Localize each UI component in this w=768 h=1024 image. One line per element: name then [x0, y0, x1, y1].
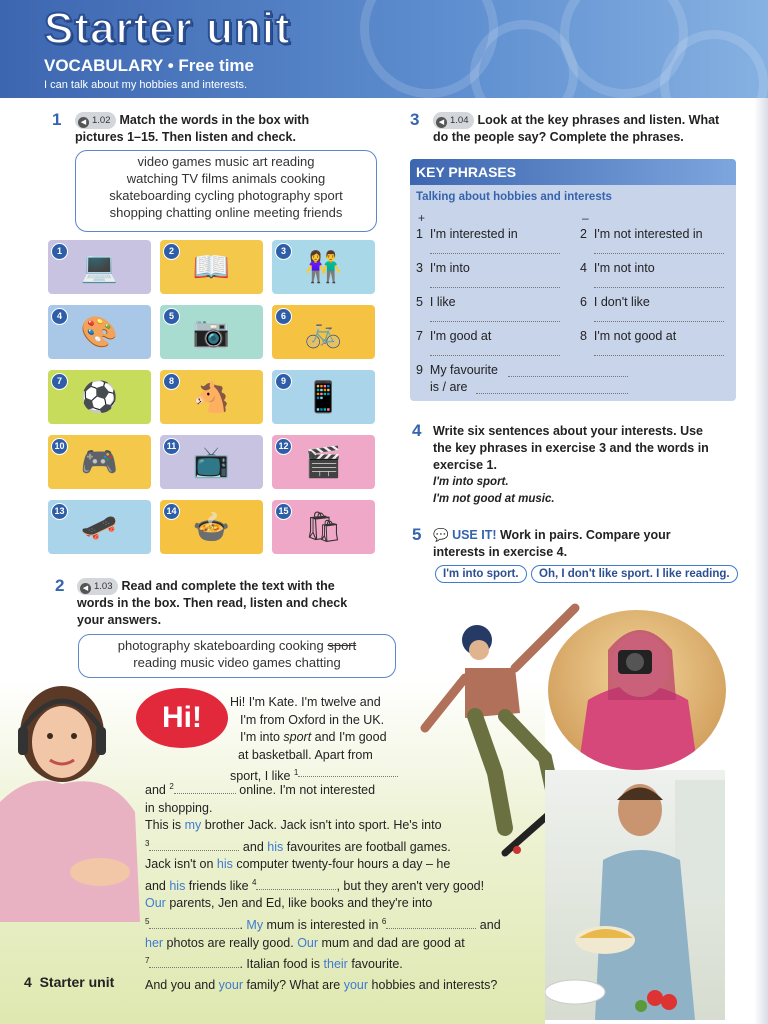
key-phrase-number: 9: [416, 363, 423, 377]
reading-span: parents, Jen and Ed, like books and they're into: [165, 896, 433, 911]
exercise-3-number: 3: [410, 110, 420, 129]
word-box-words: photography skateboarding cooking: [117, 638, 324, 653]
instruction-text: Work in pairs. Compare your: [496, 528, 671, 542]
answer-gap-6[interactable]: [386, 928, 476, 929]
picture-tile[interactable]: [272, 500, 375, 554]
example-sentence: I'm not good at music.: [433, 493, 555, 505]
word-box-line: video games music art reading: [137, 154, 315, 169]
reading-span: This is: [145, 818, 185, 833]
possessive-word: his: [267, 839, 284, 854]
answer-line[interactable]: [594, 355, 724, 356]
palette-icon: 🎨: [80, 315, 119, 349]
audio-track-number: 1.02: [92, 115, 111, 126]
exercise-2-number: 2: [55, 576, 65, 595]
word-box-line: skateboarding cycling photography sport: [109, 188, 343, 203]
gap-number: 3: [145, 838, 150, 848]
speech-icon: 💬: [433, 528, 449, 542]
exercise-1-instruction: [75, 112, 375, 146]
instruction-text: pictures 1–15. Then listen and check.: [75, 130, 296, 144]
instruction-text: Read and complete the text with the: [121, 579, 335, 593]
answer-line[interactable]: [430, 287, 560, 288]
key-phrase-number: 2: [580, 227, 587, 241]
friends-icon: 👫: [304, 250, 343, 284]
possessive-word: his: [169, 878, 186, 893]
reading-span: photos are really good.: [163, 935, 298, 950]
gap-number: 6: [381, 916, 387, 926]
picture-tile[interactable]: [48, 240, 151, 294]
answer-line[interactable]: [430, 321, 560, 322]
speaker-icon: ◀: [78, 117, 89, 128]
possessive-word: her: [145, 935, 164, 950]
picture-tile[interactable]: [48, 370, 151, 424]
word-box-exercise-1: [75, 150, 377, 232]
page-number: 4: [24, 974, 32, 990]
picture-tile[interactable]: [160, 240, 263, 294]
picture-number: 12: [275, 438, 292, 455]
word-box-line: shopping chatting online meeting friends: [109, 205, 343, 220]
key-phrase-number: 5: [416, 295, 423, 309]
key-phrase-number: 3: [416, 261, 423, 275]
possessive-word: his: [216, 857, 233, 872]
example-answer: sport: [283, 730, 312, 744]
key-phrase-text: I like: [429, 295, 456, 309]
word-box-line: [85, 637, 389, 654]
key-phrase-7: [416, 329, 491, 343]
reading-span: and: [239, 839, 268, 854]
speaker-icon: ◀: [436, 117, 447, 128]
reading-span: mum is interested in: [263, 918, 382, 933]
picture-number: 15: [275, 503, 292, 520]
key-phrase-8: [580, 329, 676, 343]
key-phrase-9: [416, 363, 498, 377]
picture-tile[interactable]: [48, 305, 151, 359]
answer-line[interactable]: [594, 287, 724, 288]
exercise-5-instruction: [433, 527, 743, 561]
possessive-word: My: [246, 918, 264, 933]
speech-bubble-2: Oh, I don't like sport. I like reading.: [531, 565, 738, 583]
gap-number: 5: [145, 916, 150, 926]
instruction-text: words in the box. Then read, listen and check: [77, 596, 348, 610]
picture-tile[interactable]: [272, 240, 375, 294]
key-phrase-number: 4: [580, 261, 587, 275]
key-phrase-number: 7: [416, 329, 423, 343]
key-phrase-1: [416, 227, 518, 241]
key-phrase-4: [580, 261, 655, 275]
girl-with-headphones-icon: [0, 672, 140, 922]
exercise-1-number: 1: [52, 110, 62, 129]
picture-number: 11: [163, 438, 180, 455]
reading-span: . Italian food is: [239, 957, 324, 972]
key-phrase-text: is / are: [430, 380, 468, 394]
possessive-word: your: [343, 977, 369, 992]
reading-span: and: [476, 918, 501, 933]
reading-line: [145, 913, 540, 935]
instruction-text: Match the words in the box with: [119, 113, 310, 127]
footer-unit-name: Starter unit: [39, 974, 115, 990]
exercise-5-number: 5: [412, 525, 422, 544]
ball-racket-icon: ⚽: [80, 380, 119, 414]
key-phrase-number: 8: [580, 329, 587, 343]
key-phrase-text: I'm into: [429, 261, 470, 275]
possessive-word: my: [184, 818, 202, 833]
reading-span: family? What are: [243, 977, 344, 992]
answer-line[interactable]: [430, 355, 560, 356]
exercise-4-number: 4: [412, 421, 422, 440]
picture-tile[interactable]: [272, 305, 375, 359]
reading-line: in shopping.: [145, 800, 213, 815]
instruction-text: Look at the key phrases and listen. What: [477, 113, 720, 127]
exercise-3-instruction: [433, 112, 743, 146]
gap-number: 1: [293, 768, 299, 777]
picture-tile[interactable]: [160, 435, 263, 489]
camera-icon: 📷: [192, 315, 231, 349]
page-footer: [24, 974, 114, 990]
key-phrases-box: [410, 159, 736, 401]
reading-span: favourite.: [347, 957, 403, 972]
reading-span: , but they aren't very good!: [336, 878, 485, 893]
instruction-text: [433, 527, 743, 544]
key-phrase-text: I'm not good at: [593, 329, 677, 343]
picture-number: 6: [275, 308, 292, 325]
bicycle-icon: 🚲: [304, 315, 343, 349]
book-icon: 📖: [192, 250, 231, 284]
picture-number: 7: [51, 373, 68, 390]
possessive-word: Our: [297, 935, 319, 950]
key-phrases-title: KEY PHRASES: [410, 159, 736, 185]
picture-number: 14: [163, 503, 180, 520]
picture-tile[interactable]: [272, 370, 375, 424]
reading-span: computer twenty-four hours a day – he: [232, 857, 451, 872]
word-box-line: watching TV films animals cooking: [126, 171, 326, 186]
reading-span: .: [239, 918, 247, 933]
key-phrase-text: I'm not into: [593, 261, 655, 275]
reading-line: I'm from Oxford in the UK.: [240, 712, 385, 727]
answer-line[interactable]: [476, 393, 628, 394]
key-phrase-text: I'm good at: [429, 329, 492, 343]
audio-track-number: 1.04: [450, 115, 469, 126]
instruction-text: Write six sentences about your interests. Use: [433, 424, 704, 438]
reading-line: [145, 977, 540, 995]
positive-column-sign: +: [418, 211, 426, 225]
struck-example-word: sport: [327, 638, 357, 653]
answer-line[interactable]: [508, 376, 628, 377]
answer-gap-7[interactable]: [149, 967, 239, 968]
key-phrase-6: [580, 295, 650, 309]
gap-number: 4: [252, 877, 257, 887]
possessive-word: Our: [145, 896, 166, 911]
reading-span: sport, I like: [230, 769, 294, 784]
answer-gap-4[interactable]: [256, 889, 336, 890]
picture-number: 8: [163, 373, 180, 390]
reading-line: [145, 952, 540, 974]
reading-span: Jack isn't on: [145, 857, 217, 872]
gap-number: 2: [169, 782, 174, 791]
picture-number: 13: [51, 503, 68, 520]
use-it-label: USE IT!: [452, 528, 497, 542]
shopping-bags-icon: 🛍: [304, 510, 343, 544]
answer-gap-3[interactable]: [149, 850, 239, 851]
reading-line: at basketball. Apart from: [238, 747, 373, 762]
audio-track-number: 1.03: [94, 581, 113, 592]
word-box-line: reading music video games chatting: [133, 655, 341, 670]
key-phrase-text: I'm not interested in: [593, 227, 703, 241]
answer-gap-1[interactable]: [298, 776, 398, 777]
exercise-2-instruction: [77, 578, 377, 629]
page-edge: [754, 98, 768, 1024]
key-phrase-number: 6: [580, 295, 587, 309]
tv-icon: 📺: [192, 445, 231, 479]
possessive-word: their: [323, 957, 348, 972]
key-phrase-5: [416, 295, 456, 309]
reading-span: brother Jack. Jack isn't into sport. He's into: [201, 818, 442, 833]
instruction-text: interests in exercise 4.: [433, 545, 568, 559]
picture-number: 5: [163, 308, 180, 325]
picture-tile[interactable]: [272, 435, 375, 489]
picture-number: 3: [275, 243, 292, 260]
laptop-icon: 💻: [80, 250, 119, 284]
reading-span: online. I'm not interested: [235, 783, 376, 798]
gamepad-icon: 🎮: [80, 445, 119, 479]
answer-gap-5[interactable]: [149, 928, 239, 929]
instruction-text: exercise 1.: [433, 458, 497, 472]
key-phrase-3: [416, 261, 470, 275]
reading-span: and: [145, 783, 170, 798]
key-phrase-text: I don't like: [593, 295, 650, 309]
cooking-pot-icon: 🍲: [192, 510, 231, 544]
picture-tile[interactable]: [48, 435, 151, 489]
unit-header: [0, 0, 768, 98]
reading-span: And you and: [145, 977, 219, 992]
gap-number: 7: [145, 956, 150, 966]
reading-span: hobbies and interests?: [368, 977, 498, 992]
answer-gap-2[interactable]: [174, 793, 236, 794]
audio-track-badge[interactable]: [433, 112, 474, 129]
man-cooking-icon: [545, 770, 725, 1020]
key-phrase-text: My favourite: [429, 363, 498, 377]
answer-line[interactable]: [594, 253, 724, 254]
skateboard-icon: 🛹: [80, 510, 119, 544]
picture-tile[interactable]: [160, 370, 263, 424]
horse-icon: 🐴: [192, 380, 231, 414]
reading-line: Hi! I'm Kate. I'm twelve and: [230, 695, 381, 709]
key-phrase-2: [580, 227, 703, 241]
picture-number: 1: [51, 243, 68, 260]
kate-photo: [0, 672, 140, 922]
instruction-text: the key phrases in exercise 3 and the words in: [433, 441, 709, 455]
picture-number: 10: [51, 438, 68, 455]
answer-line[interactable]: [430, 253, 560, 254]
picture-tile[interactable]: [160, 500, 263, 554]
audio-track-badge[interactable]: [77, 578, 118, 595]
audio-track-badge[interactable]: [75, 112, 116, 129]
reading-line: [145, 874, 540, 896]
page-title: Starter unit: [44, 4, 291, 53]
exercise-4-instruction: [433, 423, 743, 508]
key-phrase-text: I'm interested in: [429, 227, 518, 241]
reading-span: mum and dad are good at: [318, 935, 465, 950]
picture-number: 9: [275, 373, 292, 390]
picture-number: 4: [51, 308, 68, 325]
films-icon: 🎬: [304, 445, 343, 479]
answer-line[interactable]: [594, 321, 724, 322]
cooking-dad-photo: [545, 770, 725, 1020]
key-phrase-number: 1: [416, 227, 423, 241]
hi-speech-bubble: Hi!: [136, 688, 228, 748]
reading-span: friends like: [185, 878, 253, 893]
example-sentence: I'm into sport.: [433, 476, 509, 488]
reading-line: [145, 935, 540, 953]
picture-tile[interactable]: [48, 500, 151, 554]
reading-span: and: [145, 878, 170, 893]
section-title: VOCABULARY • Free time: [44, 56, 254, 75]
picture-tile[interactable]: [160, 305, 263, 359]
reading-line: [145, 895, 540, 913]
negative-column-sign: –: [582, 211, 589, 225]
reading-span: favourites are football games.: [283, 839, 451, 854]
possessive-word: your: [218, 977, 243, 992]
instruction-text: do the people say? Complete the phrases.: [433, 130, 684, 144]
picture-number: 2: [163, 243, 180, 260]
reading-span: I'm into: [240, 730, 284, 744]
speaker-icon: ◀: [80, 583, 91, 594]
media-player-icon: 📱: [304, 380, 343, 414]
reading-span: and I'm good: [311, 730, 387, 744]
learning-objective: I can talk about my hobbies and interests.: [44, 79, 248, 91]
instruction-text: your answers.: [77, 613, 162, 627]
speech-bubble-1: I'm into sport.: [435, 565, 527, 583]
key-phrases-subtitle: Talking about hobbies and interests: [416, 191, 612, 203]
